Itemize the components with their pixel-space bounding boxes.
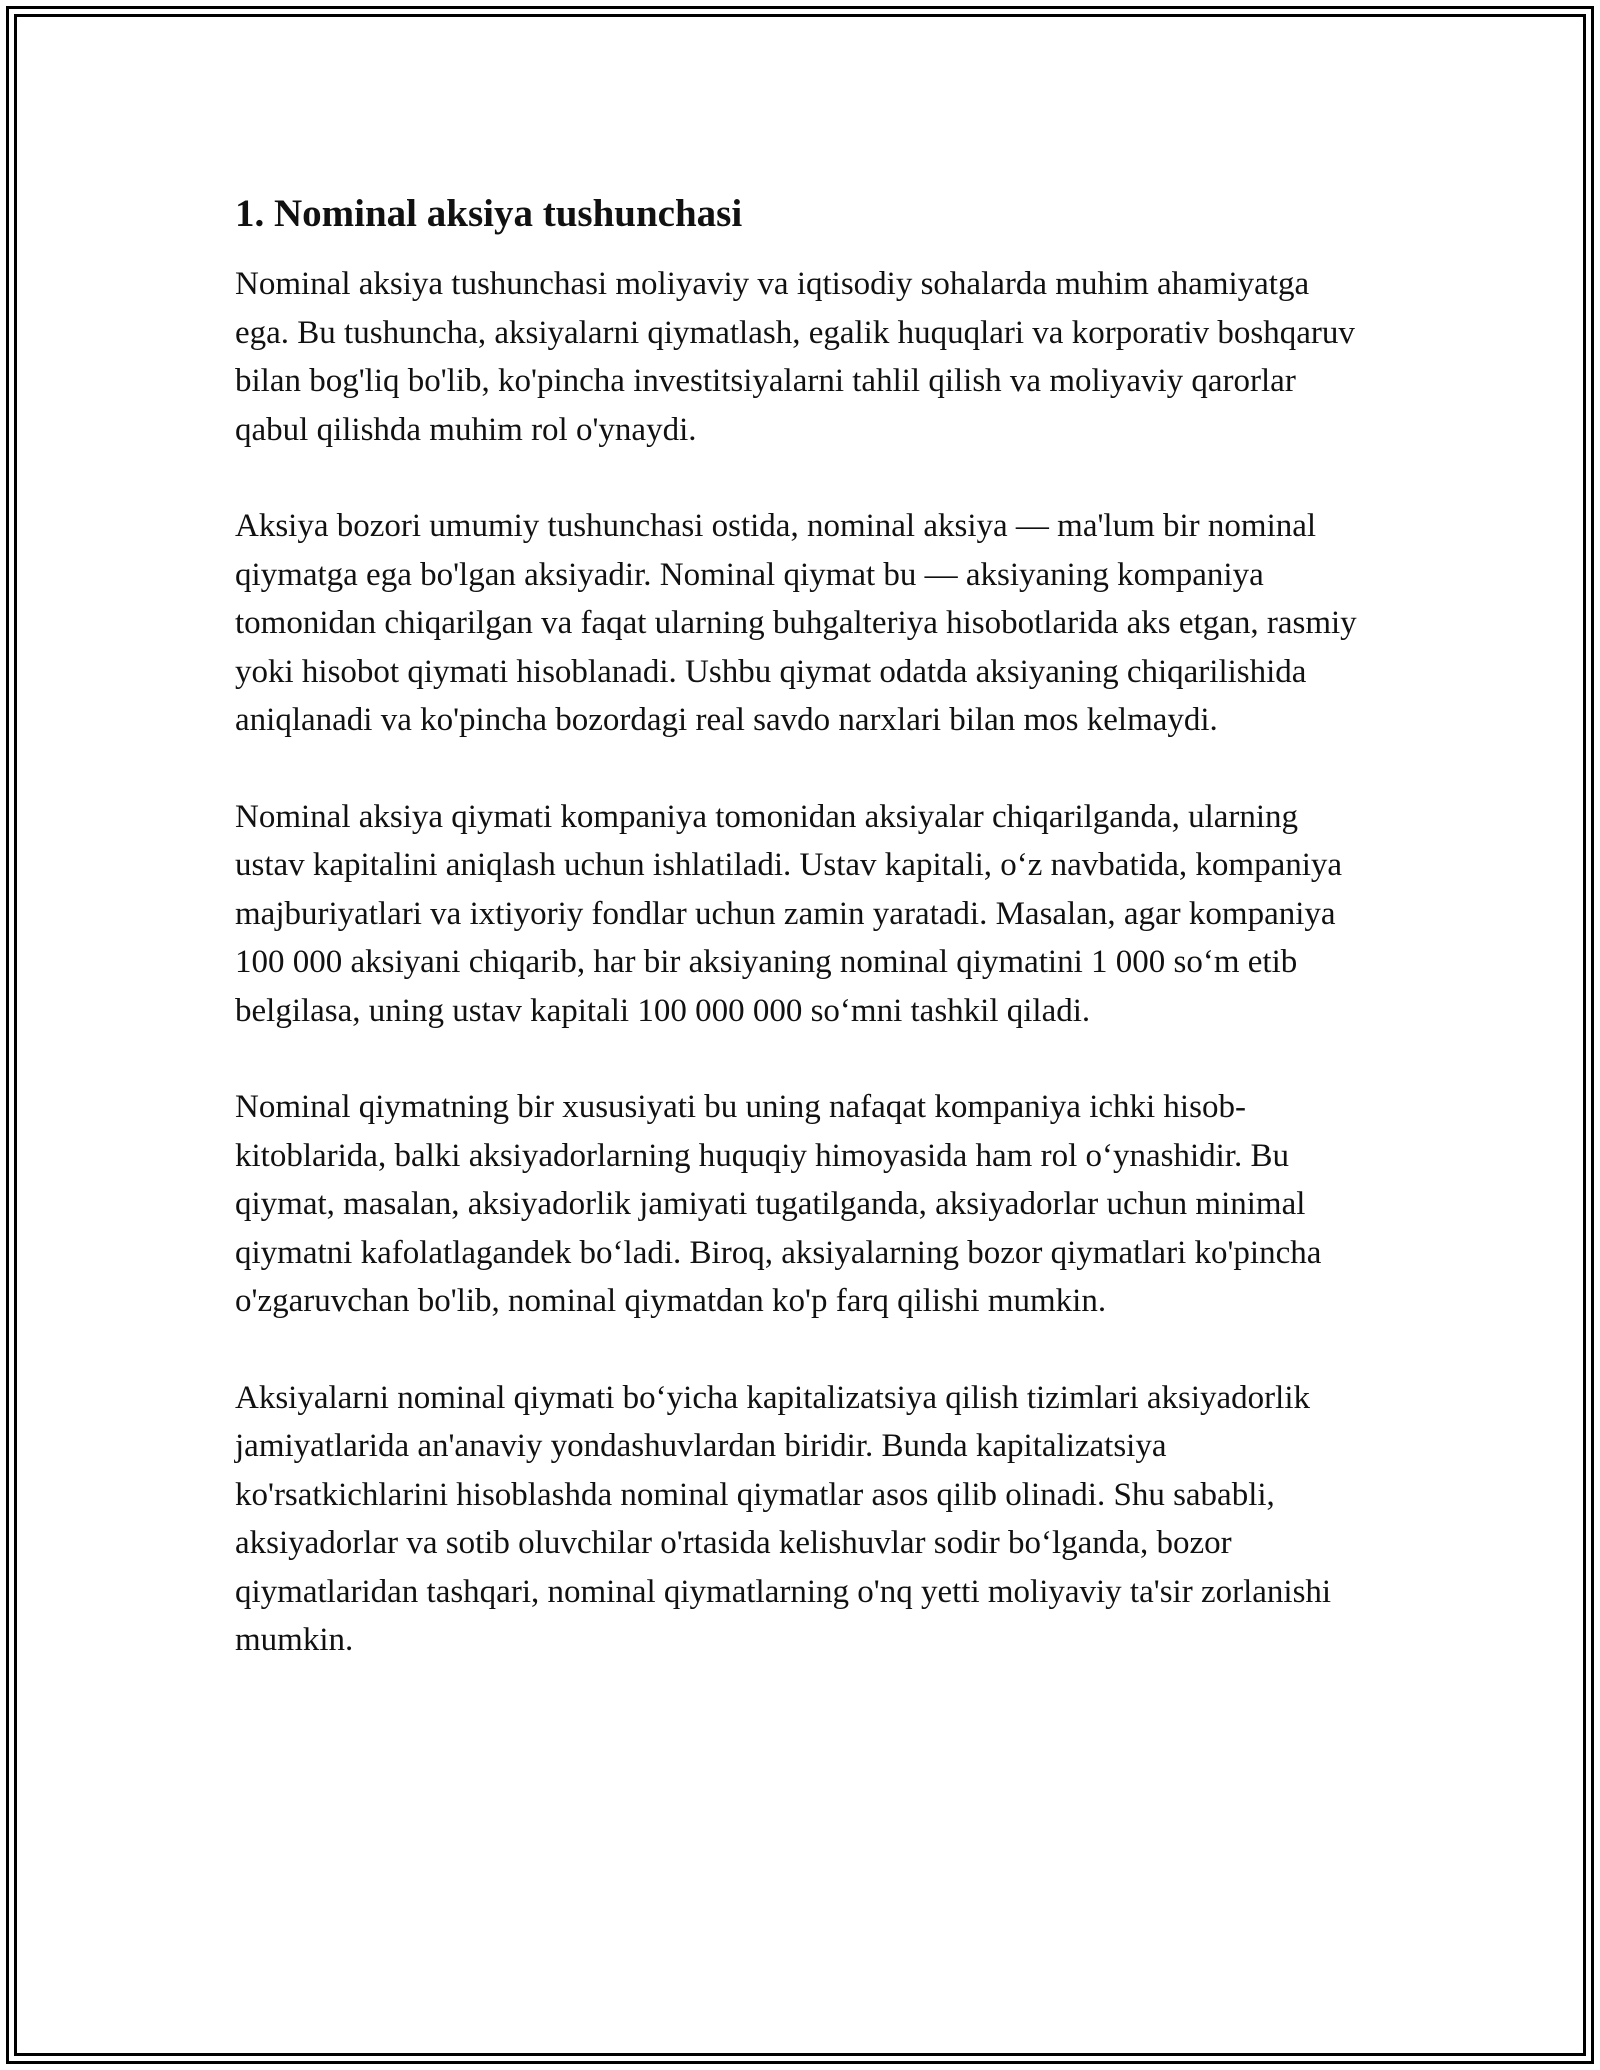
section-heading: 1. Nominal aksiya tushunchasi [235, 192, 743, 235]
paragraph-5: Aksiyalarni nominal qiymati bo‘yicha kapitalizatsiya qilish tizimlari aksiyadorlik jamiyatlarida an'anaviy yondashuvlardan biridir. Bunda kapitalizatsiya ko'rsatkichlarini hisoblashda nominal qiymatlar asos qilib olinadi. Shu sababli, aksiyadorlar va sotib oluvchilar o'rtasida kelishuvlar sodir bo‘lganda, bozor qiymatlaridan tashqari, nominal qiymatlarning o'nq yetti moliyaviy ta'sir zorlanishi mumkin. [235, 1379, 1332, 1658]
document-body [235, 190, 1365, 1713]
paragraph-4: Nominal qiymatning bir xususiyati bu uning nafaqat kompaniya ichki hisob-kitoblarida, balki aksiyadorlarning huquqiy himoyasida ham rol o‘ynashidir. Bu qiymat, masalan, aksiyadorlik jamiyati tugatilganda, aksiyadorlar uchun minimal qiymatni kafolatlagandek bo‘ladi. Biroq, aksiyalarning bozor qiymatlari ko'pincha o'zgaruvchan bo'lib, nominal qiymatdan ko'p farq qilishi mumkin. [235, 1089, 1322, 1319]
paragraph-3: Nominal aksiya qiymati kompaniya tomonidan aksiyalar chiqarilganda, ularning ustav kapitalini aniqlash uchun ishlatiladi. Ustav kapitali, o‘z navbatida, kompaniya majburiyatlari va ixtiyoriy fondlar uchun zamin yaratadi. Masalan, agar kompaniya 100 000 aksiyani chiqarib, har bir aksiyaning nominal qiymatini 1 000 so‘m etib belgilasa, uning ustav kapitali 100 000 000 so‘mni tashkil qiladi. [235, 798, 1343, 1029]
paragraph-1: Nominal aksiya tushunchasi moliyaviy va iqtisodiy sohalarda muhim ahamiyatga ega. Bu tushuncha, aksiyalarni qiymatlash, egalik huquqlari va korporativ boshqaruv bilan bog'liq bo'lib, ko'pincha investitsiyalarni tahlil qilish va moliyaviy qarorlar qabul qilishda muhim rol o'ynaydi. [235, 266, 1355, 448]
paragraph-2: Aksiya bozori umumiy tushunchasi ostida, nominal aksiya — ma'lum bir nominal qiymatga ega bo'lgan aksiyadir. Nominal qiymat bu — aksiyaning kompaniya tomonidan chiqarilgan va faqat ularning buhgalteriya hisobotlarida aks etgan, rasmiy yoki hisobot qiymati hisoblanadi. Ushbu qiymat odatda aksiyaning chiqarilishida aniqlanadi va ko'pincha bozordagi real savdo narxlari bilan mos kelmaydi. [235, 508, 1357, 738]
